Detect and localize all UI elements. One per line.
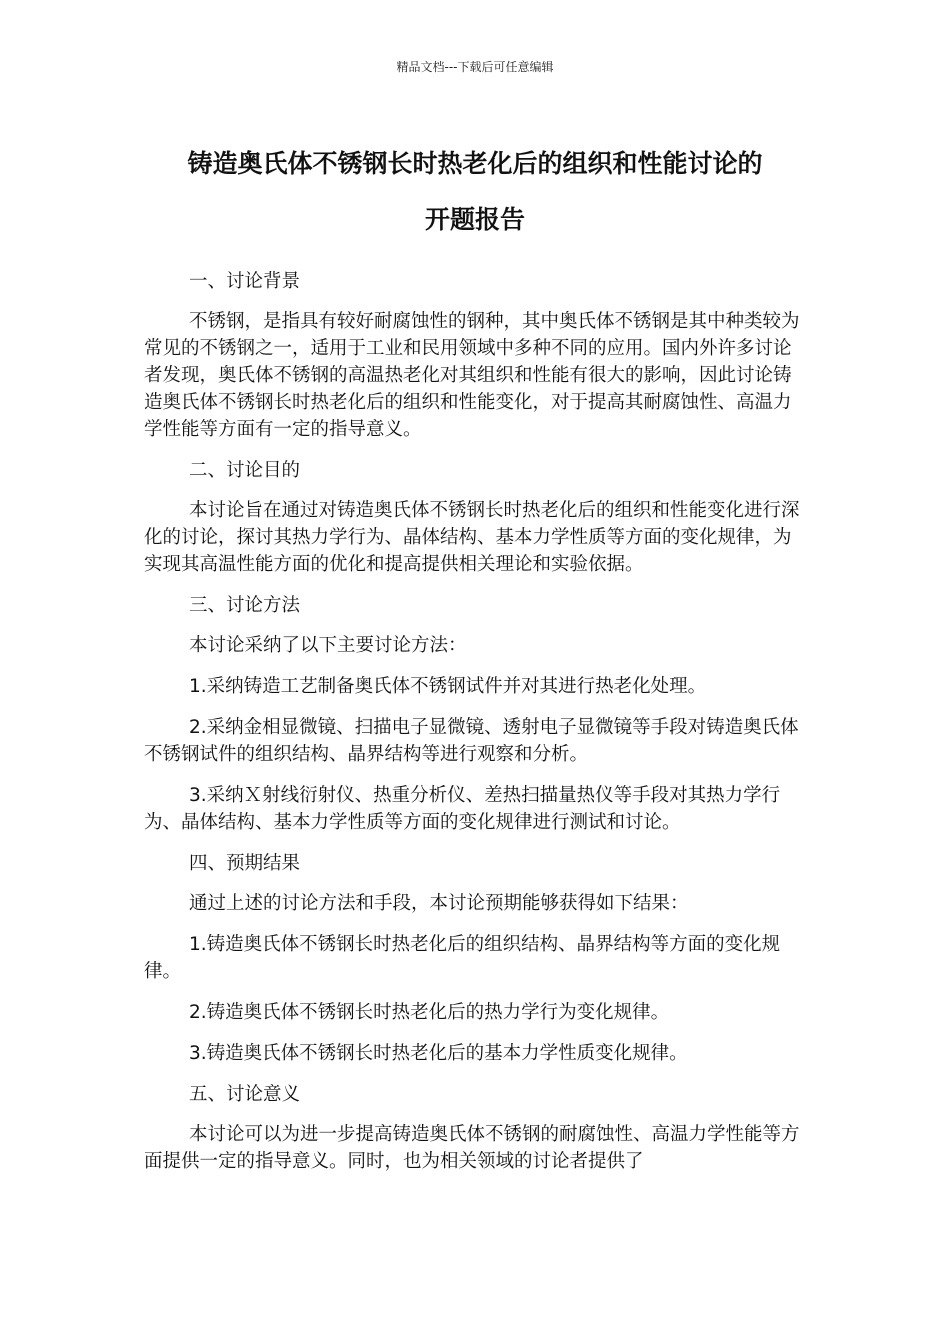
section-heading: 五、讨论意义 (189, 1084, 301, 1105)
list-item: 3.采纳Ｘ射线衍射仪、热重分析仪、差热扫描量热仪等手段对其热力学行为、晶体结构、基本力学性质等方面的变化规律进行测试和讨论。 (144, 785, 781, 833)
section-heading: 三、讨论方法 (189, 595, 301, 616)
paragraph: 不锈钢，是指具有较好耐腐蚀性的钢种，其中奥氏体不锈钢是其中种类较为常见的不锈钢之一，适用于工业和民用领域中多种不同的应用。国内外许多讨论者发现，奥氏体不锈钢的高温热老化对其组织和性能有很大的影响，因此讨论铸造奥氏体不锈钢长时热老化后的组织和性能变化，对于提高其耐腐蚀性、高温力学性能等方面有一定的指导意义。 (144, 311, 800, 440)
section-heading: 四、预期结果 (189, 853, 301, 874)
title-line-1: 铸造奥氏体不锈钢长时热老化后的组织和性能讨论的 (187, 149, 763, 178)
title-line-2: 开题报告 (424, 205, 525, 234)
list-item: 1.采纳铸造工艺制备奥氏体不锈钢试件并对其进行热老化处理。 (189, 676, 707, 697)
paragraph: 通过上述的讨论方法和手段，本讨论预期能够获得如下结果： (189, 893, 689, 914)
paragraph: 本讨论可以为进一步提高铸造奥氏体不锈钢的耐腐蚀性、高温力学性能等方面提供一定的指导意义。同时，也为相关领域的讨论者提供了 (144, 1124, 800, 1172)
list-item: 3.铸造奥氏体不锈钢长时热老化后的基本力学性质变化规律。 (189, 1043, 688, 1064)
list-item: 1.铸造奥氏体不锈钢长时热老化后的组织结构、晶界结构等方面的变化规律。 (144, 934, 781, 982)
document-title (130, 136, 820, 248)
document-body (144, 268, 804, 1189)
paragraph: 本讨论旨在通过对铸造奥氏体不锈钢长时热老化后的组织和性能变化进行深化的讨论，探讨其热力学行为、晶体结构、基本力学性质等方面的变化规律，为实现其高温性能方面的优化和提高提供相关理论和实验依据。 (144, 500, 800, 575)
paragraph: 本讨论采纳了以下主要讨论方法： (189, 635, 467, 656)
list-item: 2.采纳金相显微镜、扫描电子显微镜、透射电子显微镜等手段对铸造奥氏体不锈钢试件的组织结构、晶界结构等进行观察和分析。 (144, 717, 799, 765)
header-note: 精品文档---下载后可任意编辑 (396, 60, 554, 74)
section-heading: 一、讨论背景 (189, 271, 301, 292)
section-heading: 二、讨论目的 (189, 460, 301, 481)
list-item: 2.铸造奥氏体不锈钢长时热老化后的热力学行为变化规律。 (189, 1002, 670, 1023)
